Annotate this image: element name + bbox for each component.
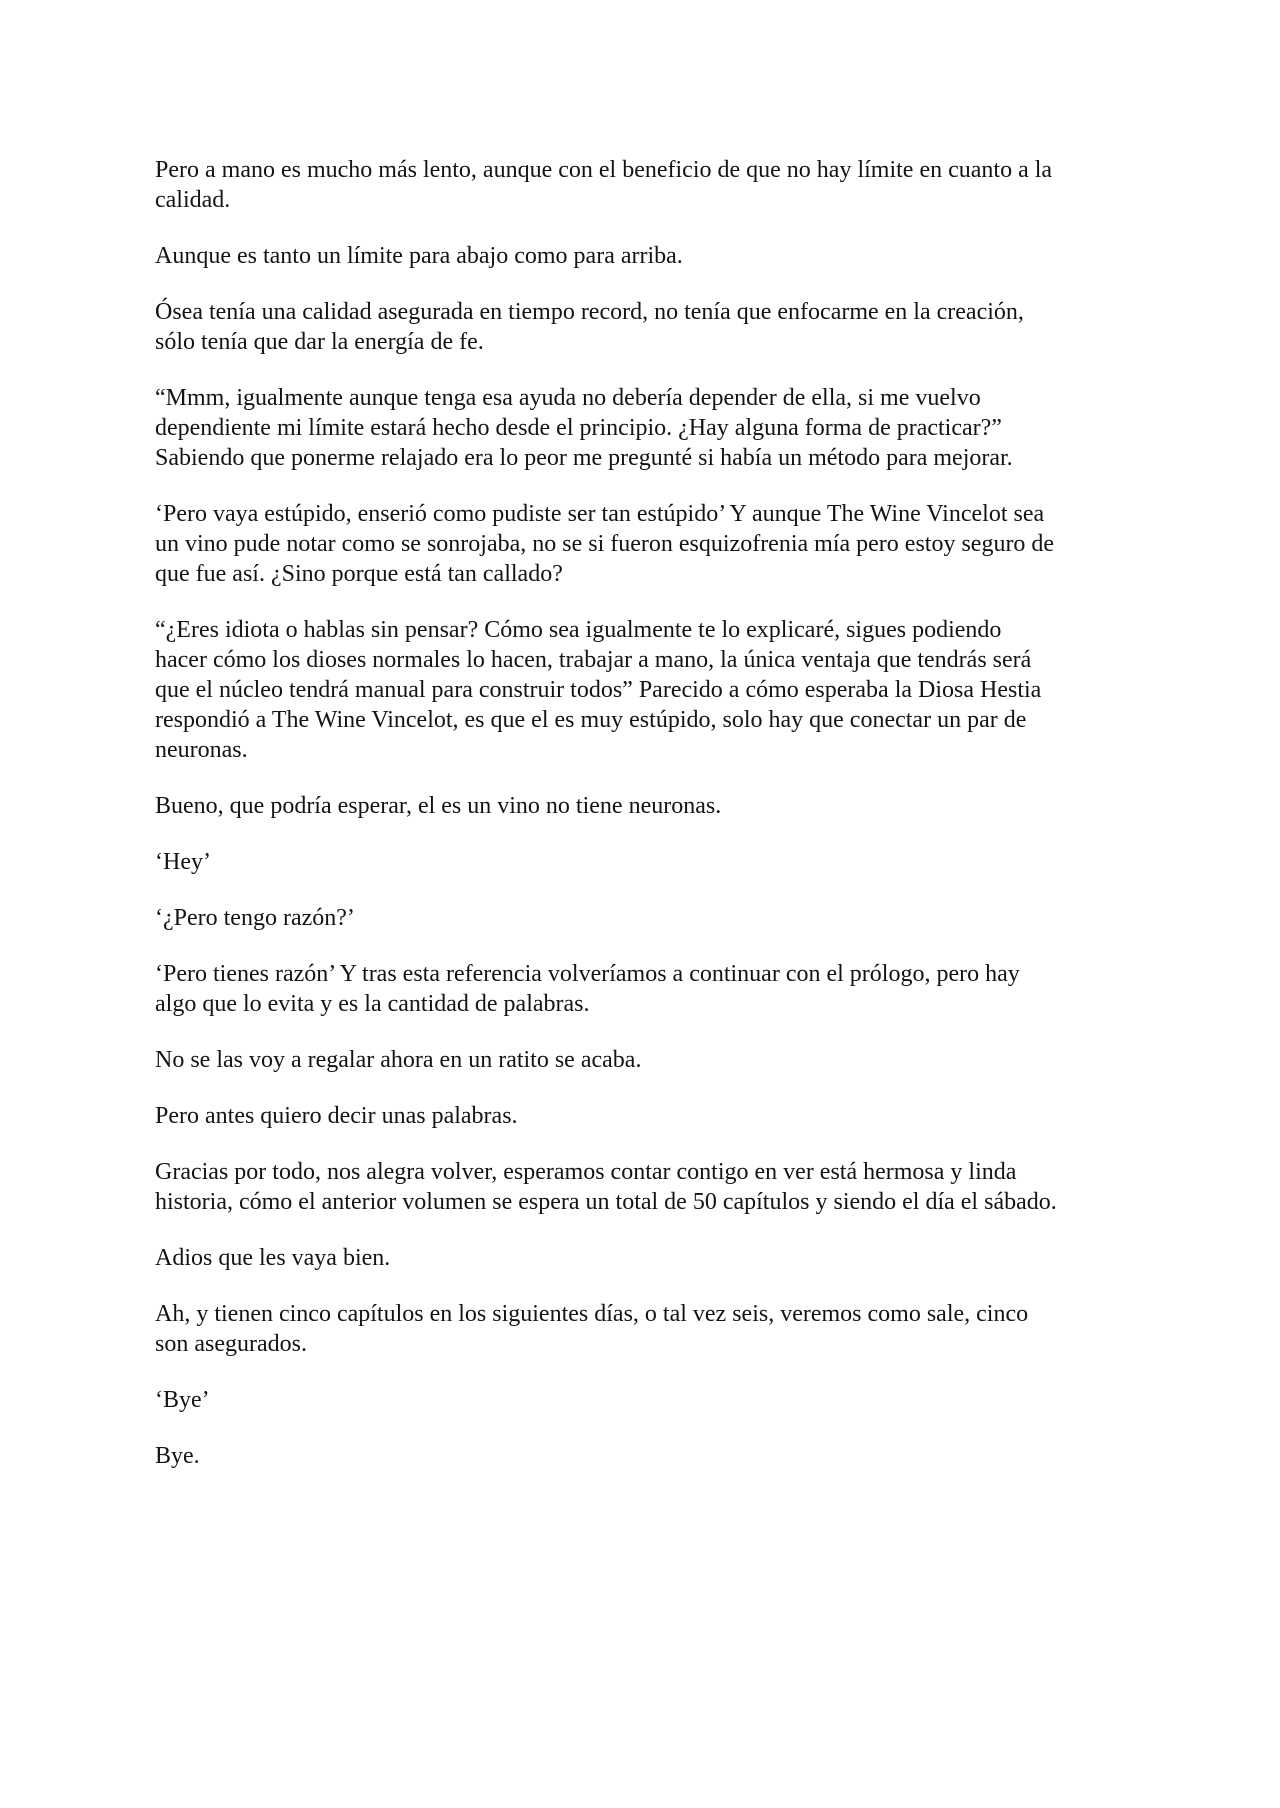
- paragraph: Pero a mano es mucho más lento, aunque con el beneficio de que no hay límite en cuanto a la calidad.: [155, 157, 1053, 213]
- paragraph: Pero antes quiero decir unas palabras.: [155, 1103, 518, 1129]
- paragraph: Ósea tenía una calidad asegurada en tiempo record, no tenía que enfocarme en la creación, sólo tenía que dar la energía de fe.: [155, 299, 1024, 355]
- paragraph: ‘Pero vaya estúpido, enserió como pudiste ser tan estúpido’ Y aunque The Wine Vincelot sea un vino pude notar como se sonrojaba, no se si fueron esquizofrenia mía pero estoy seguro de que fue así. ¿Sino porque está tan callado?: [155, 501, 1055, 587]
- paragraph: Gracias por todo, nos alegra volver, esperamos contar contigo en ver está hermosa y linda historia, cómo el anterior volumen se espera un total de 50 capítulos y siendo el día el sábado.: [155, 1159, 1057, 1215]
- paragraph: Adios que les vaya bien.: [155, 1245, 391, 1271]
- paragraph: No se las voy a regalar ahora en un ratito se acaba.: [155, 1047, 642, 1073]
- paragraph: Ah, y tienen cinco capítulos en los siguientes días, o tal vez seis, veremos como sale, cinco son asegurados.: [155, 1301, 1029, 1357]
- paragraph: ‘¿Pero tengo razón?’: [155, 905, 355, 931]
- paragraph: “¿Eres idiota o hablas sin pensar? Cómo sea igualmente te lo explicaré, sigues podiendo hacer cómo los dioses normales lo hacen, trabajar a mano, la única ventaja que tendrás será que el núcleo tendrá manual para construir todos” Parecido a cómo esperaba la Diosa Hestia respondió a The Wine Vincelot, es que el es muy estúpido, solo hay que conectar un par de neuronas.: [155, 617, 1042, 763]
- paragraph: “Mmm, igualmente aunque tenga esa ayuda no debería depender de ella, si me vuelvo dependiente mi límite estará hecho desde el principio. ¿Hay alguna forma de practicar?” Sabiendo que ponerme relajado era lo peor me pregunté si había un método para mejorar.: [155, 385, 1013, 471]
- paragraph: ‘Hey’: [155, 849, 211, 875]
- paragraph: Bueno, que podría esperar, el es un vino no tiene neuronas.: [155, 793, 722, 819]
- paragraph: Bye.: [155, 1443, 200, 1469]
- paragraph: ‘Bye’: [155, 1387, 210, 1413]
- document-body: [155, 155, 1133, 1497]
- paragraph: Aunque es tanto un límite para abajo como para arriba.: [155, 243, 683, 269]
- paragraph: ‘Pero tienes razón’ Y tras esta referencia volveríamos a continuar con el prólogo, pero hay algo que lo evita y es la cantidad de palabras.: [155, 961, 1020, 1017]
